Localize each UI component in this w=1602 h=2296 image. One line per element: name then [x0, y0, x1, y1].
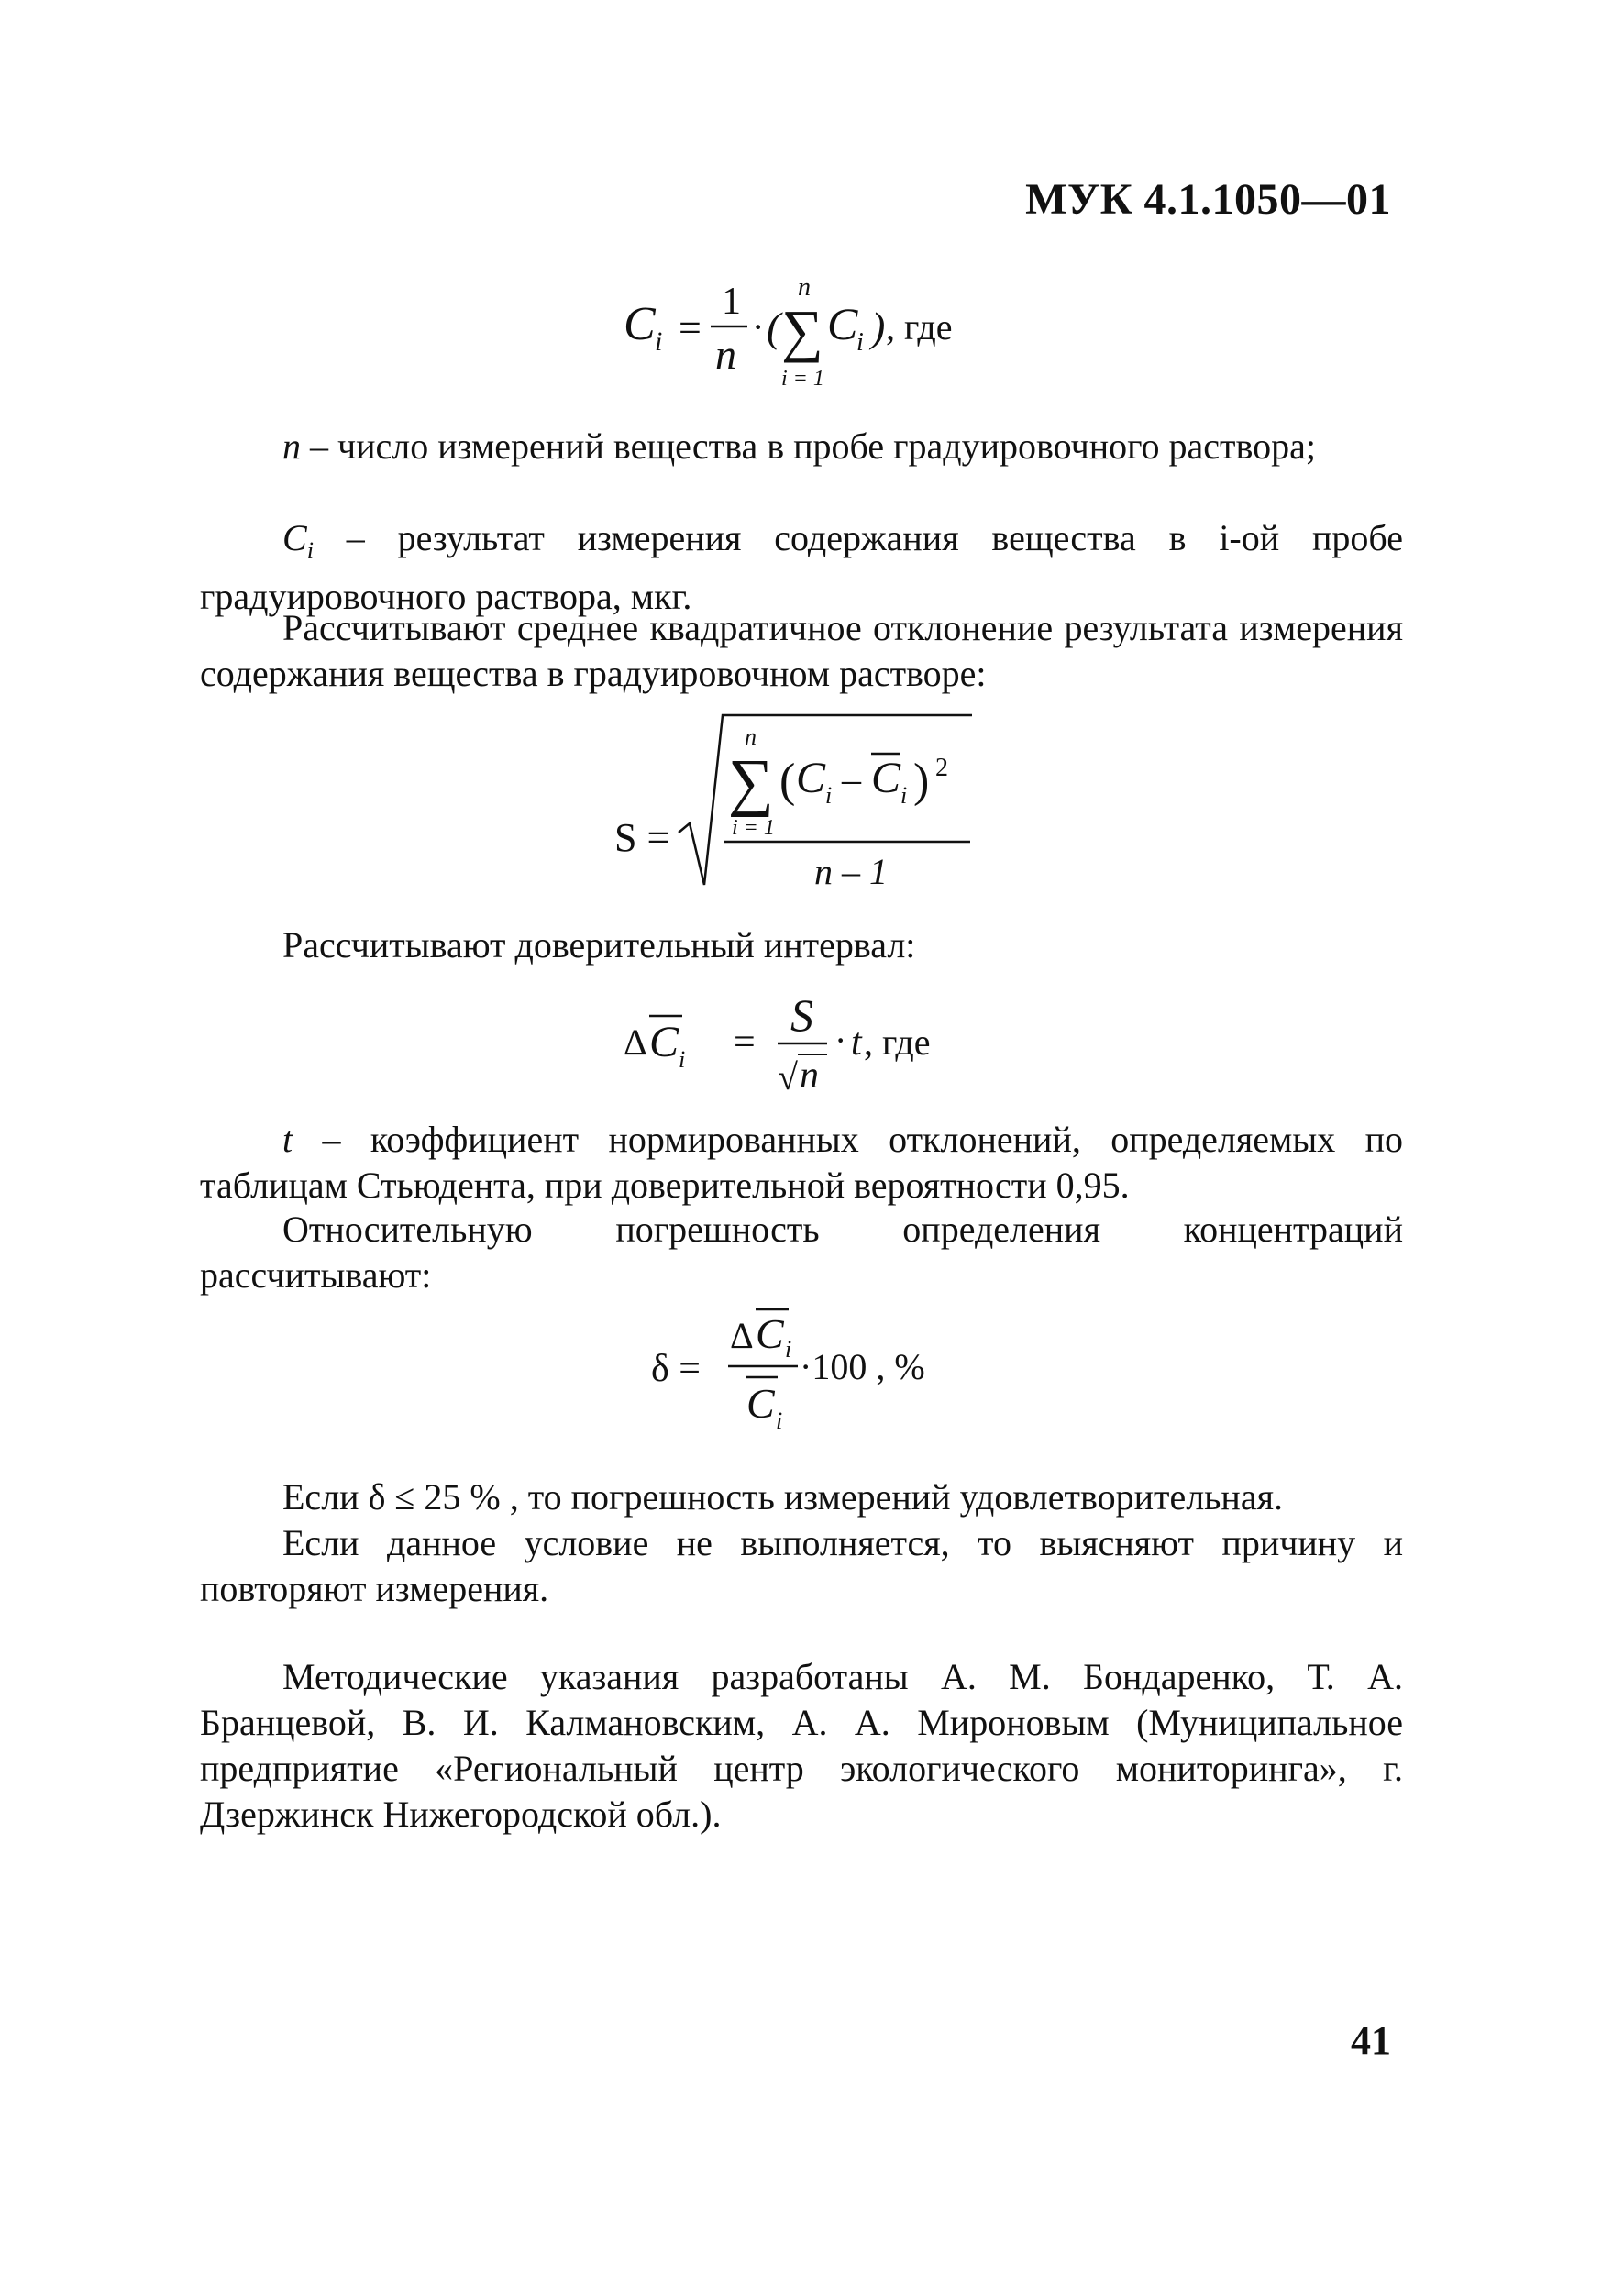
formula-ci-dot: · [834, 1020, 847, 1061]
formula-sd-open: ( [779, 755, 796, 807]
condition-suffix: , то погрешность измерений удовлетворительная. [500, 1476, 1283, 1518]
formula-ci-num: S [790, 989, 813, 1041]
formula-sd-cbar: C [871, 754, 901, 802]
formula-sd-c: C [796, 754, 826, 802]
formula-sd-den: n – 1 [814, 851, 888, 892]
formula-ci-den: n [800, 1054, 819, 1097]
definition-ci-symbol: C [282, 517, 307, 558]
formula-mean-open: ( [767, 304, 781, 350]
formula-ci-t: t [851, 1021, 862, 1064]
formula-sd-c-sub: i [825, 782, 833, 809]
formula-mean-tail: , где [886, 306, 953, 348]
formula-ci-delta: Δ [624, 1021, 647, 1063]
formula-mean-dot: · [752, 306, 765, 348]
formula-confidence-interval [614, 981, 1000, 1109]
definition-t-symbol: t [282, 1119, 293, 1160]
definition-n-symbol: n [282, 425, 301, 467]
formula-rel-den-c: C [746, 1380, 775, 1427]
condition-expression: δ ≤ 25 % [368, 1476, 501, 1518]
definition-t [200, 1117, 1403, 1209]
formula-ci-root: √ [778, 1056, 798, 1098]
formula-mean-num: 1 [722, 281, 741, 323]
definition-ci-text: – результат измерения содержания вещества в i-ой пробе градуировочного раствора, мкг. [200, 517, 1403, 617]
formula-sd-lhs: S = [614, 815, 670, 860]
formula-ci-c: C [649, 1018, 679, 1066]
formula-rel-num-delta: Δ [730, 1315, 754, 1356]
definition-t-text: – коэффициент нормированных отклонений, определяемых по таблицам Стьюдента, при доверительной вероятности 0,95. [200, 1119, 1403, 1206]
formula-relative-error [642, 1293, 1009, 1449]
definition-n [200, 424, 1403, 469]
definition-ci [200, 515, 1403, 620]
formula-rel-lhs: δ = [651, 1348, 701, 1390]
formula-sd-lower: i = 1 [732, 816, 775, 840]
condition-satisfactory [200, 1474, 1403, 1520]
authors-note: Методические указания разработаны А. М. Бондаренко, Т. А. Бранцевой, В. И. Калмановским, А. А. Мироновым (Муниципальное предприятие «Региональный центр экологического мониторинга», г. Дзержинск Нижегородской обл.). [200, 1656, 1403, 1835]
formula-rel-tail: ·100 , % [800, 1346, 925, 1387]
formula-sd-power: 2 [935, 754, 948, 782]
formula-mean-lhs-sub: i [655, 326, 663, 357]
formula-ci-c-sub: i [679, 1046, 686, 1073]
formula-rel-num-c: C [756, 1310, 784, 1357]
condition-prefix: Если [282, 1476, 369, 1518]
paragraph-standard-deviation: Рассчитывают среднее квадратичное отклонение результата измерения содержания вещества в градуировочном растворе: [200, 607, 1403, 694]
condition-repeat: Если данное условие не выполняется, то выясняют причину и повторяют измерения. [200, 1522, 1403, 1609]
formula-sd-close: ) [913, 755, 930, 807]
formula-ci-tail: , где [864, 1021, 931, 1063]
formula-mean-sigma: ∑ [781, 298, 823, 363]
formula-mean-den: n [715, 331, 736, 378]
formula-sd-upper: n [745, 723, 757, 750]
formula-mean-body-sub: i [856, 328, 864, 357]
formula-mean [541, 266, 1000, 394]
formula-mean-body: C [827, 298, 858, 349]
formula-mean-close: ) [871, 304, 886, 350]
formula-mean-lhs: C [624, 298, 656, 350]
formula-sd-minus: – [842, 759, 861, 801]
formula-sd-sigma: ∑ [728, 747, 774, 818]
formula-standard-deviation [605, 697, 990, 899]
formula-ci-eq: = [734, 1021, 756, 1064]
paragraph-confidence-interval: Рассчитывают доверительный интервал: [282, 924, 916, 966]
formula-mean-upper: n [798, 273, 811, 302]
paragraph-relative-error: Относительную погрешность определения концентраций рассчитывают: [200, 1209, 1403, 1296]
formula-rel-num-sub: i [785, 1336, 792, 1363]
formula-sd-cbar-sub: i [900, 782, 908, 809]
formula-mean-eq: = [679, 305, 702, 350]
formula-rel-den-sub: i [776, 1407, 783, 1434]
definition-ci-subscript: i [306, 537, 314, 564]
formula-mean-lower: i = 1 [781, 367, 824, 391]
definition-n-text: – число измерений вещества в пробе градуировочного раствора; [301, 425, 1316, 467]
document-code: МУК 4.1.1050—01 [1025, 175, 1391, 224]
page-number: 41 [1351, 2018, 1391, 2063]
